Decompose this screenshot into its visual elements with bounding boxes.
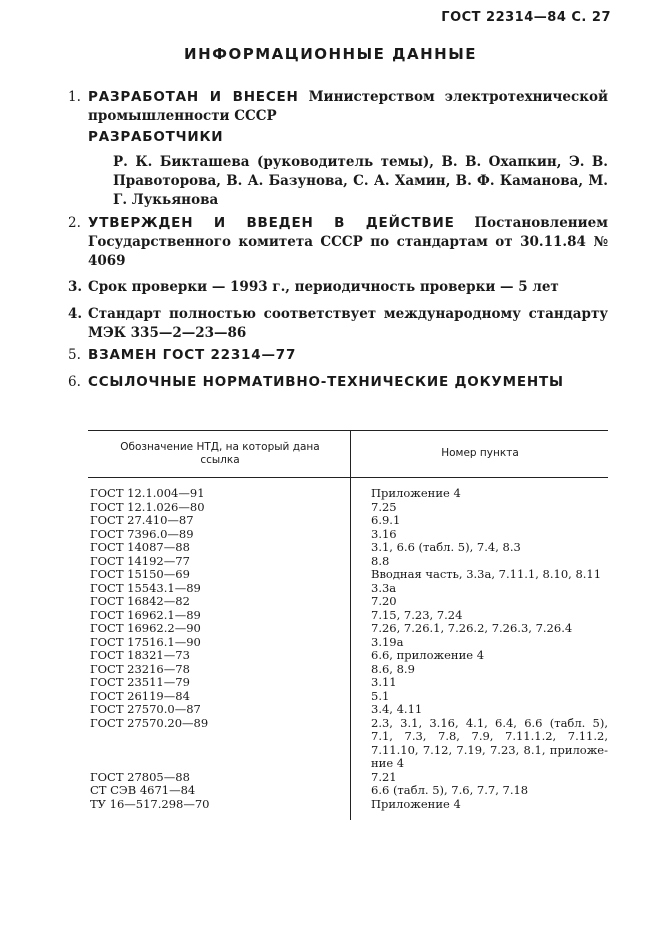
row-clause-numbers: 7.21 [371, 769, 397, 784]
item-compliance [68, 305, 608, 343]
table-row [88, 771, 608, 785]
row-clause-numbers: 3.1, 6.6 (табл. 5), 7.4, 8.3 [371, 540, 521, 554]
row-document-designation: ГОСТ 7396.0—89 [90, 526, 194, 541]
item-text: Срок проверки — 1993 г., периодичность проверки — 5 лет [88, 279, 559, 295]
table-row [88, 703, 608, 717]
table-row [88, 514, 608, 528]
table-row [88, 690, 608, 704]
item-number: 2. [68, 215, 81, 231]
row-clause-numbers: 3.4, 4.11 [371, 702, 423, 716]
row-document-designation: ГОСТ 16962.2—90 [90, 621, 201, 635]
developers-heading-block [88, 128, 608, 147]
item-number: 4. [68, 306, 83, 322]
item-review-period [68, 278, 608, 297]
row-clause-numbers: 7.26, 7.26.1, 7.26.2, 7.26.3, 7.26.4 [371, 621, 573, 635]
row-clause-numbers: 8.8 [371, 553, 390, 568]
item-text: Министерством электротехнической промышленности СССР [88, 89, 608, 124]
row-clause-numbers: 5.1 [371, 688, 390, 703]
row-document-designation: ГОСТ 14192—77 [90, 553, 190, 568]
row-document-designation: ГОСТ 15150—69 [90, 567, 190, 581]
row-clause-numbers: 3.3а [371, 580, 397, 595]
row-document-designation: ГОСТ 16842—82 [90, 594, 190, 608]
item-references [68, 373, 608, 392]
row-clause-numbers: 7.15, 7.23, 7.24 [371, 607, 463, 622]
item-number: 3. [68, 279, 83, 295]
table-row [88, 501, 608, 515]
item-number: 5. [68, 347, 81, 363]
item-lead: РАЗРАБОТАН И ВНЕСЕН [88, 89, 299, 105]
item-text: Постановлением Государственного комитета СССР по стандартам от 30.11.84 № 4069 [88, 215, 609, 269]
row-document-designation: ГОСТ 26119—84 [90, 688, 190, 703]
table-header-designation: Обозначение НТД, на который дана ссылка [120, 441, 320, 466]
references-table-body [88, 487, 608, 811]
row-clause-numbers: 3.11 [371, 675, 397, 689]
table-row [88, 649, 608, 663]
page-header: ГОСТ 22314—84 С. 27 [441, 10, 611, 25]
row-clause-numbers: 7.25 [371, 499, 397, 514]
row-clause-numbers: 6.6, приложение 4 [371, 648, 485, 662]
row-document-designation: ГОСТ 12.1.026—80 [90, 499, 205, 514]
table-header-rule [88, 477, 608, 478]
item-replaces [68, 346, 608, 365]
item-lead: ССЫЛОЧНЫЕ НОРМАТИВНО-ТЕХНИЧЕСКИЕ ДОКУМЕНТЫ [88, 374, 564, 390]
developers-heading: РАЗРАБОТЧИКИ [88, 129, 224, 145]
row-document-designation: ГОСТ 23216—78 [90, 661, 190, 676]
item-lead: ВЗАМЕН ГОСТ 22314—77 [88, 347, 297, 363]
row-clause-numbers: 3.19а [371, 634, 404, 649]
row-clause-numbers: 7.20 [371, 594, 397, 608]
row-document-designation: ГОСТ 14087—88 [90, 540, 190, 554]
row-clause-numbers: 3.16 [371, 526, 397, 541]
row-clause-numbers: Вводная часть, 3.3а, 7.11.1, 8.10, 8.11 [371, 567, 602, 581]
page-title: ИНФОРМАЦИОННЫЕ ДАННЫЕ [184, 45, 477, 63]
row-document-designation: ГОСТ 15543.1—89 [90, 580, 201, 595]
item-approved [68, 214, 609, 271]
row-clause-numbers: Приложение 4 [371, 796, 461, 811]
table-row [88, 487, 608, 501]
table-row [88, 568, 608, 582]
row-document-designation: ГОСТ 27.410—87 [90, 513, 194, 527]
item-lead: УТВЕРЖДЕН И ВВЕДЕН В ДЕЙСТВИЕ [88, 215, 455, 231]
table-row [88, 555, 608, 569]
table-row [88, 798, 608, 812]
row-clause-numbers: 2.3, 3.1, 3.16, 4.1, 6.4, 6.6 (табл. 5), 7.1, 7.3, 7.8, 7.9, 7.11.1.2, 7.11.2, 7.11.10, 7.12, 7.19, 7.23, 8.1, приложение 4 [371, 715, 608, 770]
table-row [88, 636, 608, 650]
table-header-clause: Номер пункта [441, 447, 519, 459]
row-document-designation: ГОСТ 27570.20—89 [90, 715, 209, 730]
table-row [88, 784, 608, 798]
table-row [88, 663, 608, 677]
developers-list: Р. К. Бикташева (руководитель темы), В. В. Охапкин, Э. В. Правоторова, В. А. Базунова, С. А. Хамин, В. Ф. Каманова, М. Г. Лукьянова [113, 154, 608, 208]
row-clause-numbers: 6.9.1 [371, 513, 401, 527]
table-row [88, 595, 608, 609]
table-row [88, 528, 608, 542]
table-row [88, 582, 608, 596]
row-document-designation: ГОСТ 27805—88 [90, 769, 190, 784]
item-text: Стандарт полностью соответствует международному стандарту МЭК 335—2—23—86 [88, 306, 608, 341]
row-document-designation: СТ СЭВ 4671—84 [90, 783, 196, 797]
row-document-designation: ГОСТ 23511—79 [90, 675, 190, 689]
row-clause-numbers: Приложение 4 [371, 486, 461, 500]
table-row [88, 622, 608, 636]
row-clause-numbers: 6.6 (табл. 5), 7.6, 7.7, 7.18 [371, 783, 529, 797]
row-document-designation: ГОСТ 27570.0—87 [90, 702, 201, 716]
table-row [88, 717, 608, 771]
item-developed [68, 88, 608, 126]
table-row [88, 541, 608, 555]
table-row [88, 676, 608, 690]
row-document-designation: ТУ 16—517.298—70 [90, 796, 210, 811]
item-number: 1. [68, 89, 81, 105]
row-document-designation: ГОСТ 17516.1—90 [90, 634, 201, 649]
table-row [88, 609, 608, 623]
item-number: 6. [68, 374, 81, 390]
row-document-designation: ГОСТ 16962.1—89 [90, 607, 201, 622]
row-clause-numbers: 8.6, 8.9 [371, 661, 415, 676]
table-top-rule [88, 430, 608, 431]
row-document-designation: ГОСТ 12.1.004—91 [90, 486, 205, 500]
row-document-designation: ГОСТ 18321—73 [90, 648, 190, 662]
